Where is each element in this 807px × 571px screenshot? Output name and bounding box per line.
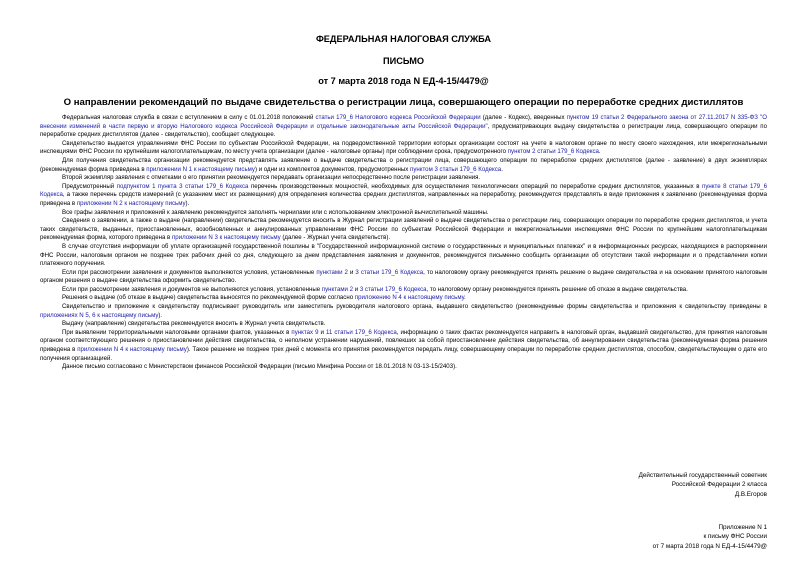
paragraph-text: . [501, 165, 503, 173]
law-reference-link[interactable]: пунктом 19 статьи 2 Федерального закона от 27.11.2017 N 335-ФЗ "О внесении изменений в части первую и вторую Налогового кодекса Российской Федерации и отдельные законодательные акты Российской Федерации" [40, 114, 768, 130]
paragraph-text: Предусмотренный [62, 182, 117, 190]
appendix-line2: к письму ФНС России [703, 533, 767, 541]
appendix-line1: Приложение N 1 [718, 524, 767, 531]
signatory-name: Д.В.Егоров [734, 490, 767, 498]
law-reference-link[interactable]: пунктом 3 статьи 179_6 Кодекса [410, 165, 502, 173]
paragraph-text: Свидетельство выдается управлениями ФНС России по субъектам Российской Федерации, на подведомственной территории которых организации состоят на учете в налоговом органе по месту своего нахождения, или межрегиональными инспекциями ФНС России по крупнейшим налогоплательщикам, по месту учета организации (далее - налоговые органы) при соблюдении срока, предусмотренного [40, 139, 767, 156]
law-reference-link[interactable]: пунктами 2 [321, 285, 354, 293]
paragraph-text: Для получения свидетельства организации рекомендуется представлять заявление о выдаче свидетельства о регистрации лица, совершающего операции по переработке средних дистиллятов (далее - заявление) в двух экземплярах (рекомендуемая форма приведена в [40, 156, 767, 173]
paragraph-text: В случае отсутствия информации об уплате организацией государственной пошлины в "Государственной информационной системе о государственных и муниципальных платежах" и в информационных ресурсах, находящихся в распоряжении ФНС России, налоговым органом не позднее трех рабочих дней со дня, следующего за днем представления заявления и документов, рекомендуется письменно сообщить организации об отсутствии такой информации и о представлении копии платежного поручения. [40, 242, 767, 268]
paragraph-text: Сведения о заявлении, а также о выдаче (направлении) свидетельства рекомендуется вносить в Журнал регистрации заявлений о выдаче свидетельства о регистрации лиц, совершающих операции по переработке средних дистиллятов, и учета таких свидетельств, выданных, приостановленных, возобновленных и аннулированных управлениями ФНС России по субъектам Российской Федерации и межрегиональными инспекциями ФНС России по крупнейшим налогоплательщикам рекомендуемая форма, которого приведена в [40, 217, 767, 242]
body-paragraph [40, 114, 767, 140]
paragraph-text: Второй экземпляр заявления с отметками о его принятии рекомендуется передавать организации непосредственно после регистрации заявления. [62, 174, 481, 182]
body-paragraph [40, 320, 767, 329]
paragraph-text: , а также перечень средств измерений (с указанием мест их размещения) для определения количества средних дистиллятов, направленных на переработку, рекомендуется представлять в виде приложения к заявлению (рекомендуемая форма приведена в [40, 191, 767, 207]
paragraph-text: Выдачу (направление) свидетельства рекомендуется вносить в Журнал учета свидетельств. [62, 320, 326, 328]
paragraph-text: Федеральная налоговая служба в связи с вступлением в силу с 01.01.2018 положений [62, 114, 316, 121]
letter-body [40, 114, 767, 372]
body-paragraph [40, 140, 767, 157]
paragraph-text: ) и одни из комплектов документов, предусмотренных [254, 165, 411, 173]
body-paragraph [40, 183, 767, 209]
law-reference-link[interactable]: 11 статьи 179_6 Кодекса [325, 328, 397, 336]
paragraph-text: . [464, 294, 466, 302]
law-reference-link[interactable]: пункте 8 статьи 179_6 Кодекса [40, 182, 767, 199]
paragraph-text: , то налоговому органу рекомендуется принять решение об отказе в выдаче свидетельства. [426, 285, 688, 293]
paragraph-text: (далее - Журнал учета свидетельств). [280, 234, 391, 242]
law-reference-link[interactable]: статьи 179_6 Налогового кодекса Российской Федерации [315, 114, 481, 121]
body-paragraph [40, 269, 767, 286]
body-paragraph [40, 157, 767, 174]
body-paragraph [40, 243, 767, 269]
org-name: ФЕДЕРАЛЬНАЯ НАЛОГОВАЯ СЛУЖБА [315, 34, 492, 44]
paragraph-text: , информацию о таких фактах рекомендуется направить в налоговый орган, выдавший свидетельство, для принятия налоговым органом соответствующего решения о приостановлении действия свидетельства, о неполном устранении нарушений, повлекших за собой приостановление действия свидетельства, об аннулировании свидетельства (рекомендуемая форма решения приведена в [40, 328, 768, 354]
law-reference-link[interactable]: приложении N 1 к настоящему письму [146, 165, 255, 173]
appendix-heading [653, 523, 767, 551]
law-reference-link[interactable]: приложении N 4 к настоящему письму [77, 346, 187, 354]
appendix-line3: от 7 марта 2018 года N ЕД-4-15/4479@ [652, 542, 767, 550]
paragraph-text: Решения о выдаче (об отказе в выдаче) свидетельства выносятся по рекомендуемой форме согласно [62, 294, 355, 302]
paragraph-text: , то налоговому органу рекомендуется принять решение о выдаче свидетельства и на основании принятого налоговым органом решения о выдаче свидетельства оформить свидетельство. [40, 268, 768, 285]
signatory-title-line1: Действительный государственный советник [638, 472, 767, 479]
law-reference-link[interactable]: приложении N 2 к настоящему письму [76, 199, 186, 207]
body-paragraph [40, 363, 767, 372]
signatory-title-line2: Российской Федерации 2 класса [671, 481, 767, 489]
paragraph-text: и [347, 268, 356, 276]
body-paragraph [40, 294, 767, 303]
paragraph-text: ). [158, 311, 163, 319]
paragraph-text: Если при рассмотрении заявления и документов не выполняются условия, установленные [62, 285, 322, 293]
law-reference-link[interactable]: 3 статьи 179_6 Кодекса [355, 268, 424, 276]
body-paragraph [40, 209, 767, 218]
doc-subject: О направлении рекомендаций по выдаче свидетельства о регистрации лица, совершающего операции по переработке средних дистиллятов [63, 97, 744, 108]
paragraph-text: . [598, 148, 601, 156]
doc-date-number: от 7 марта 2018 года N ЕД-4-15/4479@ [318, 76, 489, 86]
law-reference-link[interactable]: приложению N 4 к настоящему письму [354, 294, 465, 302]
body-paragraph [40, 286, 767, 295]
paragraph-text: и [318, 328, 326, 336]
paragraph-text: При выявлении территориальными налоговыми органами фактов, указанных в [62, 328, 292, 336]
signature-block [639, 471, 767, 499]
law-reference-link[interactable]: пунктом 2 статьи 179_6 Кодекса [507, 148, 599, 156]
paragraph-text: перечень производственных мощностей, необходимых для осуществления технологических операций по переработке средних дистиллятов, указанных в [248, 182, 703, 190]
law-reference-link[interactable]: пунктами 2 [316, 268, 348, 276]
paragraph-text: ). [185, 199, 190, 207]
body-paragraph [40, 217, 767, 243]
doc-type: ПИСЬМО [382, 56, 425, 66]
law-reference-link[interactable]: 3 статьи 179_6 Кодекса [359, 285, 427, 293]
law-reference-link[interactable]: приложениях N 5, 6 к настоящему письму [40, 311, 159, 319]
law-reference-link[interactable]: подпунктом 1 пункта 3 статьи 179_6 Кодекса [116, 182, 249, 190]
paragraph-text: Свидетельство и приложение к свидетельству подписывает руководитель или заместитель руководителя налогового органа, выдавшего свидетельство (рекомендуемые формы свидетельства и приложения к свидетельству приведены в [62, 303, 767, 311]
paragraph-text: Если при рассмотрении заявления и документов выполняются условия, установленные [62, 268, 317, 276]
law-reference-link[interactable]: пунктах 9 [291, 328, 319, 336]
paragraph-text: ). Такое решение не позднее трех дней с момента его принятия рекомендуется передать лицу, совершающему операции по переработке средних дистиллятов, способом, свидетельствующим о дате его получения организацией. [40, 346, 767, 362]
paragraph-text: , предусматривающих выдачу свидетельства о регистрации лица, совершающего операции по переработке средних дистиллятов (далее - свидетельство), сообщает следующее. [40, 122, 767, 139]
paragraph-text: Все графы заявления и приложений к заявлению рекомендуется заполнять чернилами или с использованием электронной вычислительной машины. [62, 208, 489, 216]
body-paragraph [40, 303, 767, 320]
law-reference-link[interactable]: приложении N 3 к настоящему письму [172, 234, 281, 242]
body-paragraph [40, 329, 767, 363]
paragraph-text: и [353, 285, 360, 293]
paragraph-text: Данное письмо согласовано с Министерством финансов Российской Федерации (письмо Минфина России от 18.01.2018 N 03-13-15/2403). [62, 363, 457, 371]
paragraph-text: (далее - Кодекс), введенных [480, 114, 567, 121]
body-paragraph [40, 174, 767, 183]
